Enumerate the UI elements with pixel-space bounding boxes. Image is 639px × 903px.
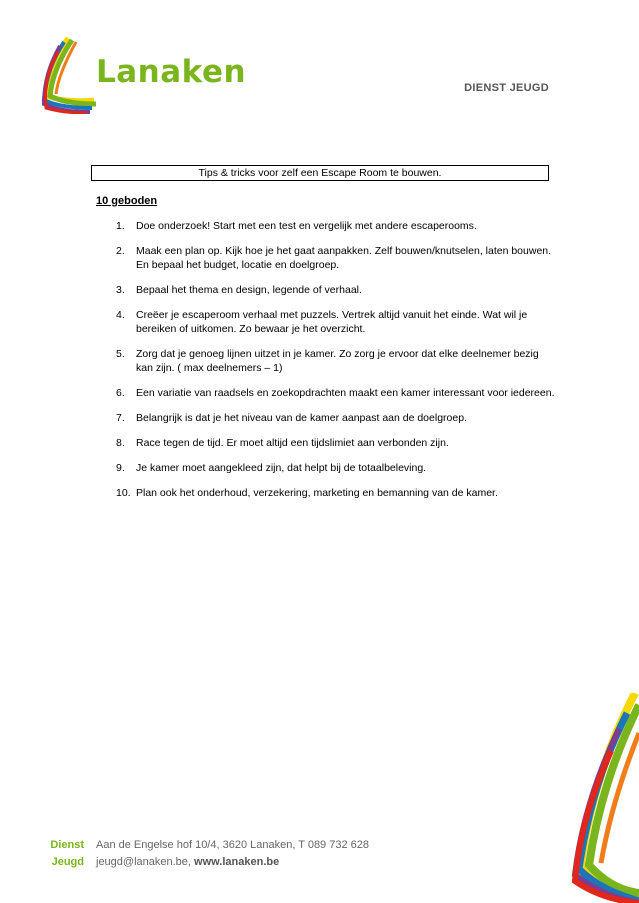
department-label: DIENST JEUGD xyxy=(464,82,549,94)
section-heading: 10 geboden xyxy=(96,195,158,207)
item-number: 10. xyxy=(116,487,131,499)
footer-address: Aan de Engelse hof 10/4, 3620 Lanaken, T 089 732 628 xyxy=(96,839,369,851)
footer-contact xyxy=(96,837,369,871)
footer-web-line xyxy=(96,854,369,871)
item-number: 6. xyxy=(116,387,125,399)
list-item xyxy=(116,283,556,297)
item-text: Zorg dat je genoeg lijnen uitzet in je kamer. Zo zorg je ervoor dat elke deelnemer bezig kan zijn. ( max deelnemers – 1) xyxy=(136,348,539,374)
list-item xyxy=(116,308,556,336)
corner-stripes-decoration xyxy=(539,693,639,903)
document-title: Tips & tricks voor zelf een Escape Room te bouwen. xyxy=(91,165,549,181)
item-number: 4. xyxy=(116,309,125,321)
list-item xyxy=(116,347,556,375)
list-item xyxy=(116,411,556,425)
item-text: Maak een plan op. Kijk hoe je het gaat aanpakken. Zelf bouwen/knutselen, laten bouwen. En bepaal het budget, locatie en doelgroep. xyxy=(136,245,552,271)
logo-wordmark: Lanaken xyxy=(96,54,247,90)
list-item xyxy=(116,219,556,233)
footer-dept-line2: Jeugd xyxy=(51,856,84,868)
item-number: 3. xyxy=(116,284,125,296)
item-text: Doe onderzoek! Start met een test en vergelijk met andere escaperooms. xyxy=(136,220,477,232)
item-text: Een variatie van raadsels en zoekopdrachten maakt een kamer interessant voor iedereen. xyxy=(136,387,555,399)
rules-list xyxy=(116,219,556,511)
item-number: 1. xyxy=(116,220,125,232)
list-item xyxy=(116,461,556,475)
footer-email[interactable]: jeugd@lanaken.be, xyxy=(96,856,195,868)
item-text: Race tegen de tijd. Er moet altijd een tijdslimiet aan verbonden zijn. xyxy=(136,437,449,449)
list-item xyxy=(116,436,556,450)
list-item xyxy=(116,386,556,400)
footer-dept-line1: Dienst xyxy=(50,839,84,851)
item-text: Je kamer moet aangekleed zijn, dat helpt bij de totaalbeleving. xyxy=(136,462,427,474)
item-number: 8. xyxy=(116,437,125,449)
lanaken-logo xyxy=(38,34,247,114)
item-text: Bepaal het thema en design, legende of verhaal. xyxy=(136,284,362,296)
item-number: 7. xyxy=(116,412,125,424)
list-item xyxy=(116,244,556,272)
footer-website-link[interactable]: www.lanaken.be xyxy=(194,856,280,868)
item-text: Plan ook het onderhoud, verzekering, marketing en bemanning van de kamer. xyxy=(136,487,498,499)
item-number: 9. xyxy=(116,462,125,474)
item-text: Belangrijk is dat je het niveau van de kamer aanpast aan de doelgroep. xyxy=(136,412,467,424)
item-number: 5. xyxy=(116,348,125,360)
footer-department xyxy=(46,837,84,871)
item-text: Creëer je escaperoom verhaal met puzzels. Vertrek altijd vanuit het einde. Wat wil je bereiken of uitkomen. Zo bewaar je het overzicht. xyxy=(136,309,528,335)
lanaken-swoosh-icon xyxy=(38,34,98,114)
list-item xyxy=(116,486,556,500)
item-number: 2. xyxy=(116,245,125,257)
